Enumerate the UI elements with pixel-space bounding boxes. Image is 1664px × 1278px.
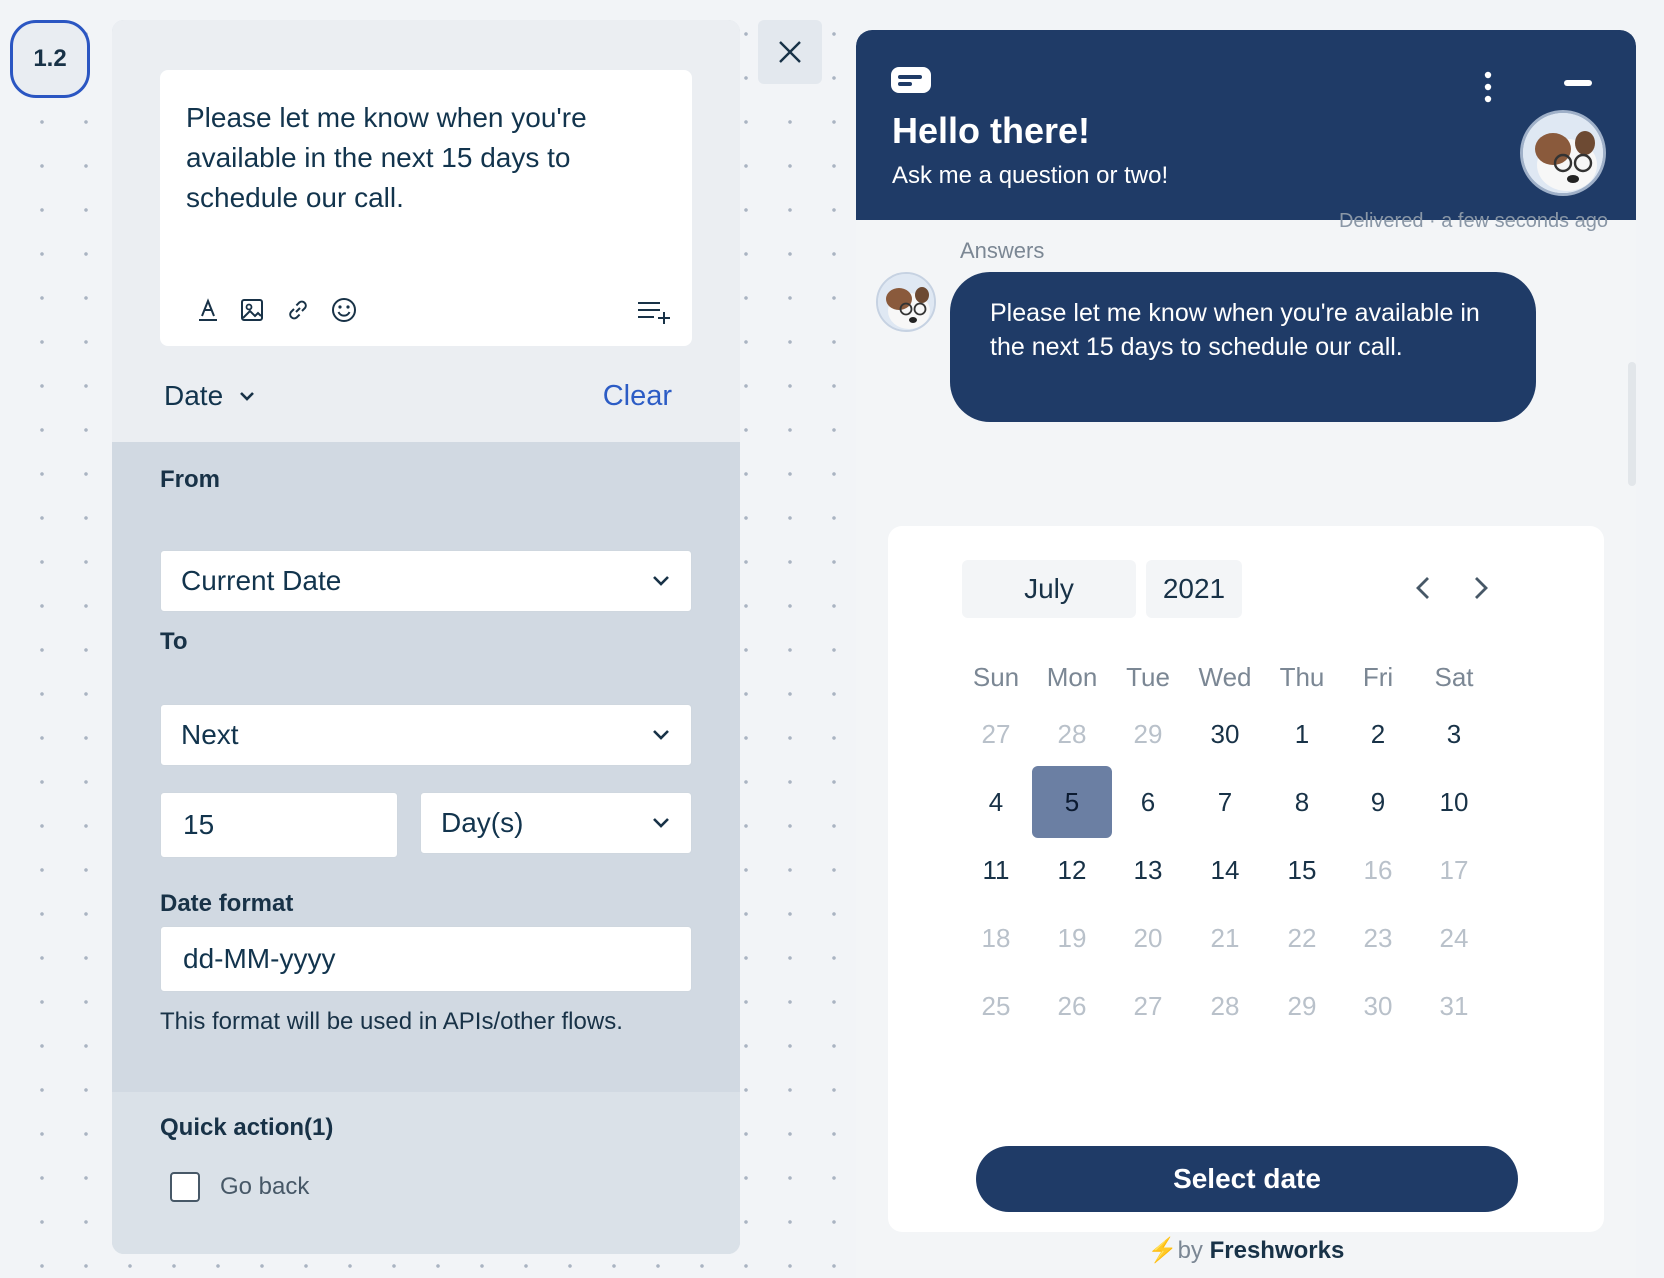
calendar-day: 29 xyxy=(1287,990,1317,1021)
next-month-icon[interactable] xyxy=(1464,572,1496,604)
response-type-value: Date xyxy=(164,380,224,411)
calendar-day[interactable]: 9 xyxy=(1370,786,1386,817)
calendar-day[interactable]: 6 xyxy=(1140,786,1156,817)
image-icon[interactable] xyxy=(236,294,268,326)
calendar-day[interactable]: 1 xyxy=(1294,718,1310,749)
message-section xyxy=(112,20,740,442)
scrollbar[interactable] xyxy=(1628,362,1636,486)
calendar-day: 21 xyxy=(1210,922,1240,953)
calendar-day: 24 xyxy=(1439,922,1469,953)
month-select[interactable]: July xyxy=(962,560,1136,618)
emoji-icon[interactable] xyxy=(328,294,360,326)
delivered-status: Delivered · a few seconds ago xyxy=(1338,210,1608,232)
weekday-label: Tue xyxy=(1126,662,1170,692)
from-value: Current Date xyxy=(181,565,342,596)
calendar-day: 27 xyxy=(1133,990,1163,1021)
chevron-down-icon xyxy=(237,386,257,406)
calendar-day-selected[interactable]: 5 xyxy=(1032,766,1112,838)
more-options-icon[interactable] xyxy=(1480,70,1496,104)
date-format-input[interactable]: dd-MM-yyyy xyxy=(160,926,692,992)
calendar-day: 31 xyxy=(1439,990,1469,1021)
quick-action-label: Quick action(1) xyxy=(160,1114,334,1141)
from-label: From xyxy=(160,466,220,493)
weekday-label: Sat xyxy=(1434,662,1474,692)
widget-header xyxy=(856,30,1636,220)
to-select[interactable] xyxy=(160,704,692,766)
chevron-down-icon xyxy=(649,569,673,593)
year-select[interactable]: 2021 xyxy=(1146,560,1242,618)
from-select[interactable] xyxy=(160,550,692,612)
calendar-day[interactable]: 2 xyxy=(1370,718,1386,749)
bot-message-bubble: Please let me know when you're available in the next 15 days to schedule our call. xyxy=(950,272,1536,422)
bot-step-config-panel xyxy=(112,20,740,1254)
message-avatar xyxy=(876,272,936,332)
calendar-day: 16 xyxy=(1363,854,1393,885)
calendar-day: 27 xyxy=(981,718,1011,749)
text-format-icon[interactable] xyxy=(192,294,224,326)
go-back-checkbox[interactable] xyxy=(170,1172,200,1202)
calendar-day: 23 xyxy=(1363,922,1393,953)
calendar-day[interactable]: 13 xyxy=(1133,854,1163,885)
calendar-day: 28 xyxy=(1057,718,1087,749)
calendar-day: 22 xyxy=(1287,922,1317,953)
message-text[interactable]: Please let me know when you're available in the next 15 days to schedule our call. xyxy=(186,102,587,213)
calendar-day: 29 xyxy=(1133,718,1163,749)
close-button[interactable] xyxy=(758,20,822,84)
message-editor[interactable] xyxy=(160,70,692,346)
bot-avatar xyxy=(1520,110,1606,196)
close-icon xyxy=(776,38,804,66)
to-label: To xyxy=(160,628,188,655)
weekday-label: Mon xyxy=(1046,662,1098,692)
calendar-day[interactable]: 15 xyxy=(1287,854,1317,885)
chat-widget-preview xyxy=(856,30,1636,1278)
bolt-icon: ⚡ xyxy=(1147,1237,1178,1264)
calendar-day[interactable]: 11 xyxy=(982,854,1010,885)
powered-by: ⚡by Freshworks xyxy=(1147,1237,1345,1264)
date-format-label: Date format xyxy=(160,890,294,917)
calendar-day[interactable]: 14 xyxy=(1210,854,1240,885)
sender-name: Answers xyxy=(960,238,1045,263)
weekday-label: Fri xyxy=(1362,662,1394,692)
minimize-button[interactable] xyxy=(1564,80,1592,86)
date-picker xyxy=(888,526,1604,1232)
weekday-label: Thu xyxy=(1279,662,1325,692)
select-date-button[interactable]: Select date xyxy=(976,1146,1518,1212)
time-unit-value: Day(s) xyxy=(441,807,524,838)
brand-name: Freshworks xyxy=(1209,1237,1345,1264)
calendar-day: 26 xyxy=(1057,990,1087,1021)
widget-subtitle: Ask me a question or two! xyxy=(892,162,1169,189)
chevron-down-icon xyxy=(649,723,673,747)
calendar-day: 18 xyxy=(981,922,1011,953)
days-count-input[interactable]: 15 xyxy=(160,792,398,858)
chat-logo-icon xyxy=(890,66,932,96)
clear-button[interactable]: Clear xyxy=(602,380,672,412)
add-list-icon[interactable] xyxy=(636,294,672,326)
calendar-day[interactable]: 30 xyxy=(1210,718,1240,749)
go-back-label: Go back xyxy=(220,1173,310,1200)
calendar-day: 20 xyxy=(1133,922,1163,953)
link-icon[interactable] xyxy=(282,294,314,326)
weekday-label: Sun xyxy=(972,662,1020,692)
weekday-label: Wed xyxy=(1198,662,1252,692)
step-badge: 1.2 xyxy=(10,20,90,98)
calendar-day[interactable]: 10 xyxy=(1439,786,1469,817)
prev-month-icon[interactable] xyxy=(1408,572,1440,604)
calendar-day: 30 xyxy=(1363,990,1393,1021)
calendar-day[interactable]: 12 xyxy=(1057,854,1087,885)
calendar-day: 25 xyxy=(981,990,1011,1021)
chevron-down-icon xyxy=(649,811,673,835)
time-unit-select[interactable] xyxy=(420,792,692,854)
calendar-day: 19 xyxy=(1057,922,1087,953)
to-value: Next xyxy=(181,719,239,750)
widget-title: Hello there! xyxy=(892,110,1091,151)
calendar-day[interactable]: 4 xyxy=(988,786,1004,817)
response-type-dropdown[interactable] xyxy=(164,376,257,416)
date-format-hint: This format will be used in APIs/other flows. xyxy=(160,1008,623,1035)
calendar-day: 28 xyxy=(1210,990,1240,1021)
calendar-day[interactable]: 8 xyxy=(1294,786,1310,817)
calendar-day[interactable]: 3 xyxy=(1446,718,1462,749)
calendar-day: 17 xyxy=(1439,854,1469,885)
calendar-day[interactable]: 7 xyxy=(1217,786,1233,817)
